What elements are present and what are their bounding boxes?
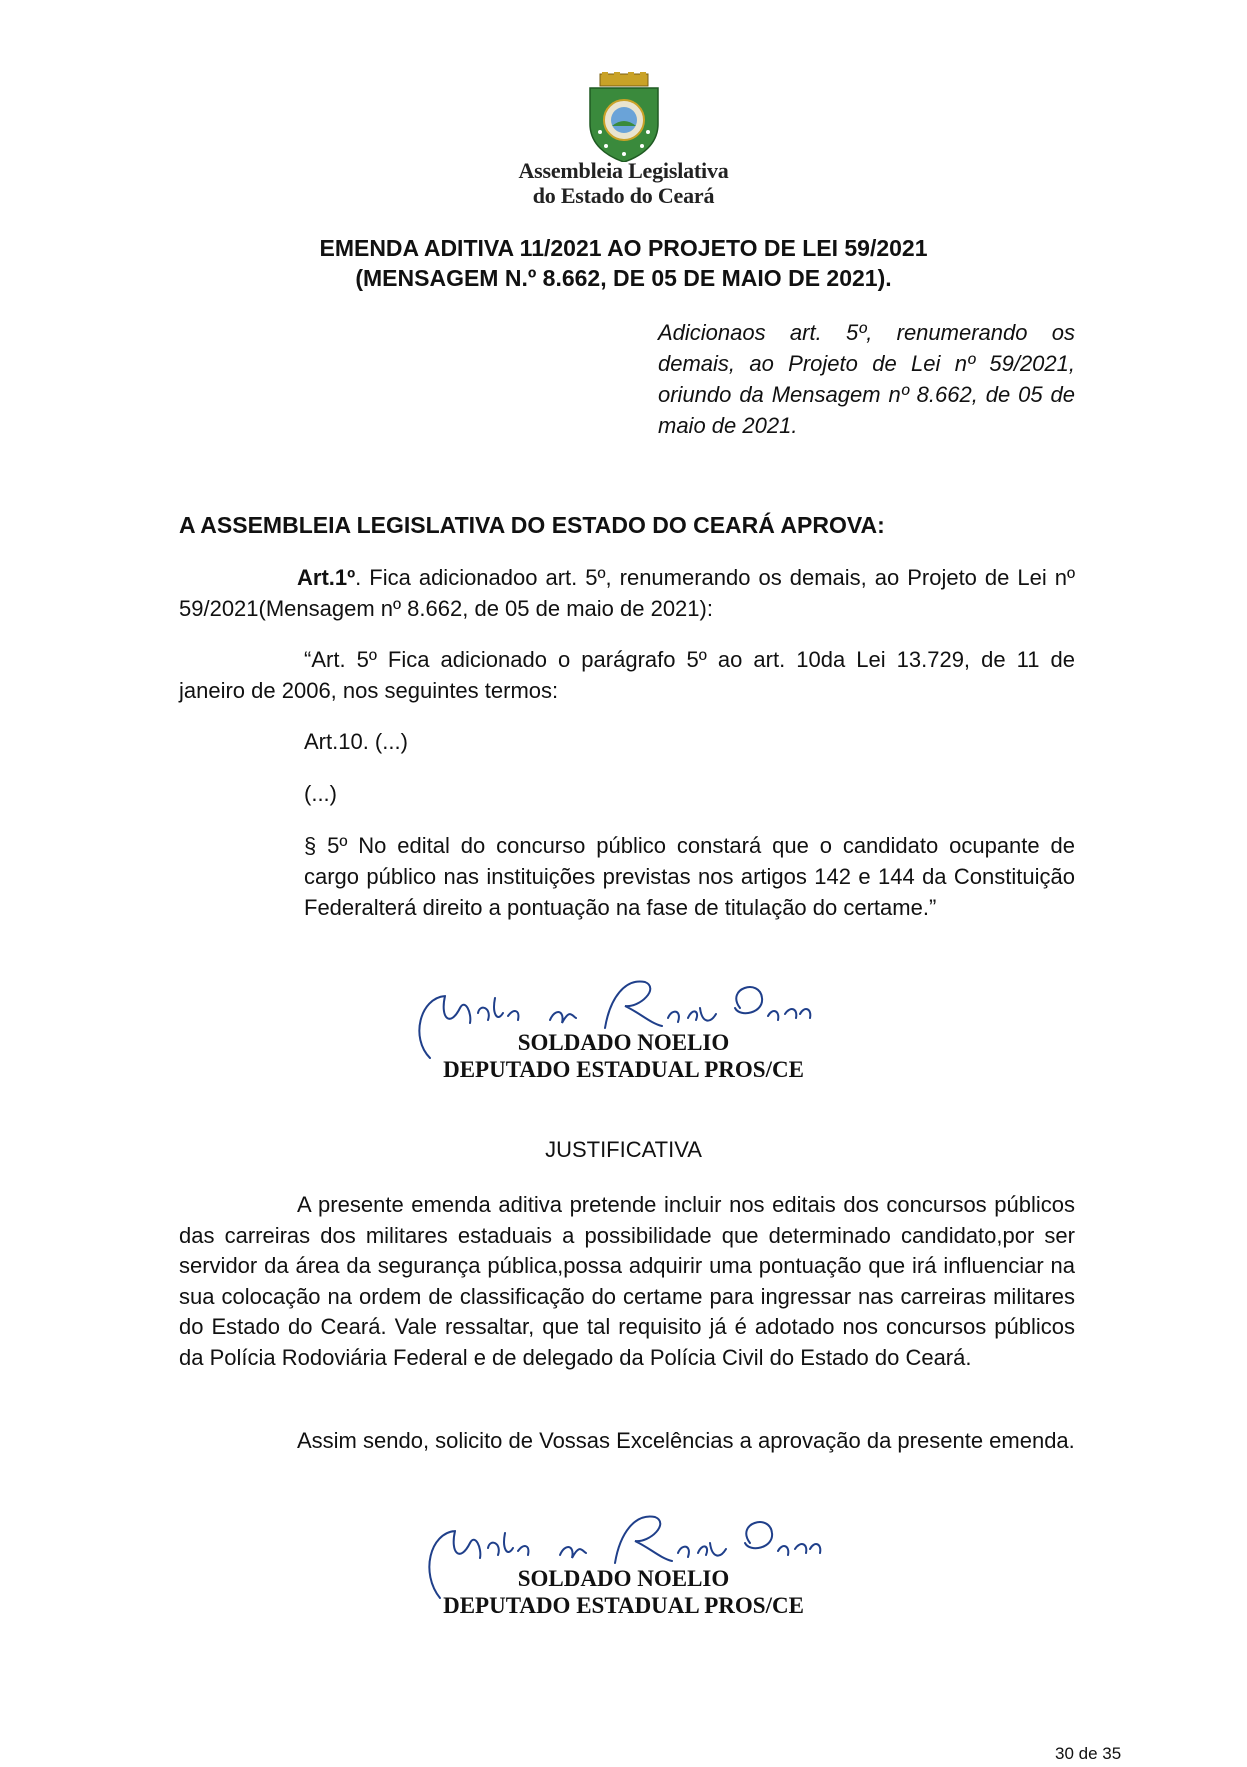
signatory-2-role: DEPUTADO ESTADUAL PROS/CE: [443, 1593, 804, 1618]
article-1-text: . Fica adicionadoo art. 5º, renumerando os demais, ao Projeto de Lei nº 59/2021(Mensagem nº 8.662, de 05 de maio de 2021):: [179, 565, 1075, 621]
justification-heading: JUSTIFICATIVA: [545, 1137, 702, 1162]
state-coat-of-arms-icon: [586, 72, 662, 162]
document-title-line2: (MENSAGEM N.º 8.662, DE 05 DE MAIO DE 2021).: [355, 265, 892, 291]
ellipsis-line: (...): [304, 781, 337, 806]
approval-heading: A ASSEMBLEIA LEGISLATIVA DO ESTADO DO CEARÁ APROVA:: [179, 512, 885, 538]
signatory-2-name: SOLDADO NOELIO: [517, 1566, 730, 1591]
institution-name-line1: Assembleia Legislativa: [518, 158, 729, 183]
signatory-1-role: DEPUTADO ESTADUAL PROS/CE: [443, 1057, 804, 1082]
justification-paragraph: A presente emenda aditiva pretende incluir nos editais dos concursos públicos das carreiras dos militares estaduais a possibilidade que determinado candidato,por ser servidor da área da segurança pública,possa adquirir uma pontuação que irá influenciar na sua colocação na ordem de classificação do certame para ingressar nas carreiras militares do Estado do Ceará. Vale ressaltar, que tal requisito já é adotado nos concursos públicos da Polícia Rodoviária Federal e de delegado da Polícia Civil do Estado do Ceará.: [179, 1192, 1075, 1370]
signatory-1-name: SOLDADO NOELIO: [517, 1030, 730, 1055]
article-1: [179, 562, 1075, 624]
page-number: 30 de 35: [1055, 1744, 1122, 1763]
document-title-line1: EMENDA ADITIVA 11/2021 AO PROJETO DE LEI 59/2021: [319, 235, 928, 261]
article-5-quote: “Art. 5º Fica adicionado o parágrafo 5º ao art. 10da Lei 13.729, de 11 de janeiro de 2006, nos seguintes termos:: [179, 647, 1075, 703]
article-10: Art.10. (...): [304, 729, 408, 754]
ementa-summary: Adicionaos art. 5º, renumerando os demais, ao Projeto de Lei nº 59/2021, oriundo da Mensagem nº 8.662, de 05 de maio de 2021.: [658, 320, 1075, 438]
paragraph-5: § 5º No edital do concurso público constará que o candidato ocupante de cargo público nas instituições previstas nos artigos 142 e 144 da Constituição Federalterá direito a pontuação na fase de titulação do certame.”: [304, 833, 1075, 920]
closing-paragraph: Assim sendo, solicito de Vossas Excelências a aprovação da presente emenda.: [297, 1428, 1075, 1453]
article-1-label: Art.1º: [297, 565, 356, 590]
institution-name-line2: do Estado do Ceará: [532, 183, 715, 208]
